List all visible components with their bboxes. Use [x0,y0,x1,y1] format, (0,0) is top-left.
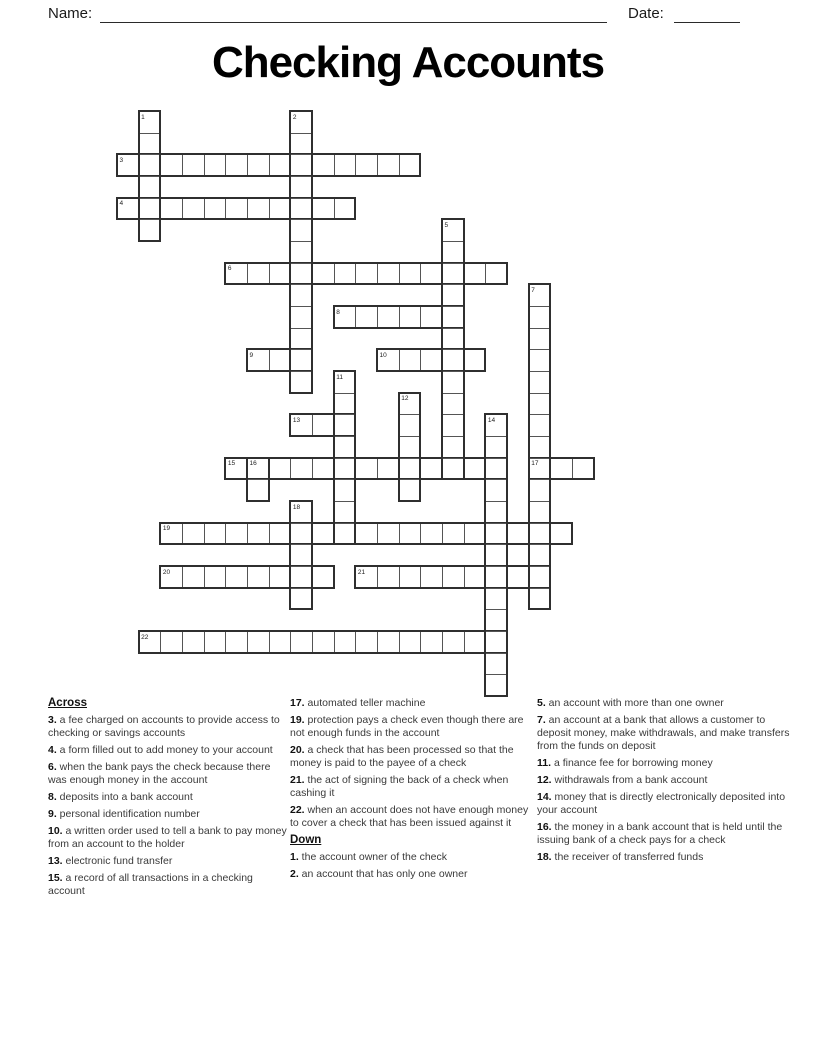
grid-cell[interactable] [312,415,334,435]
clue-number: 17. [290,697,305,709]
clue-item-down-18 [537,851,790,864]
grid-cell[interactable] [530,328,550,350]
clue-item-across-6 [48,761,288,787]
grid-cell[interactable] [291,133,311,155]
clue-item-down-1 [290,851,535,864]
grid-cell[interactable] [335,436,355,458]
grid-cell[interactable] [312,524,334,544]
grid-cell[interactable] [269,155,291,175]
grid-clue-number: 10 [379,351,387,359]
clue-text: the act of signing the back of a check when cashing it [290,774,509,799]
word-outline-22-across [138,630,508,654]
grid-cell[interactable] [399,632,421,652]
clue-number: 2. [290,868,299,880]
grid-cell[interactable] [291,241,311,263]
clue-number: 6. [48,761,57,773]
grid-cell[interactable] [486,544,506,566]
clue-number: 16. [537,821,552,833]
grid-cell[interactable] [486,479,506,501]
grid-cell[interactable] [399,155,421,175]
clue-number: 8. [48,791,57,803]
grid-cell[interactable] [140,154,160,176]
clue-item-across-10 [48,825,288,851]
grid-cell[interactable] [225,155,247,175]
grid-cell[interactable] [291,328,311,350]
grid-cell[interactable] [530,393,550,415]
clue-text: money that is directly electronically deposited into your account [537,791,786,816]
grid-cell[interactable] [443,458,463,480]
clue-item-across-21 [290,774,535,800]
grid-cell[interactable] [247,155,269,175]
grid-clue-number: 18 [292,503,301,511]
grid-clue-number: 2 [292,113,297,121]
grid-cell[interactable] [443,371,463,393]
clue-number: 18. [537,851,552,863]
grid-cell[interactable] [530,566,550,588]
word-outline-14-down [484,413,508,697]
grid-cell[interactable] [530,349,550,371]
grid-cell[interactable] [400,458,420,480]
grid-cell[interactable] [530,306,550,328]
clue-text: an account that has only one owner [298,868,468,880]
word-outline-18-down [289,500,313,610]
grid-clue-number: 14 [487,416,496,424]
clue-text: a written order used to tell a bank to pay money from an account to the holder [48,825,287,850]
clue-item-down-5 [537,697,790,710]
grid-cell[interactable] [291,566,311,588]
clue-number: 21. [290,774,305,786]
grid-cell[interactable] [248,479,268,501]
grid-cell[interactable] [420,567,442,587]
grid-cell[interactable] [204,524,226,544]
clue-item-across-15 [48,872,288,898]
grid-clue-number: 21 [357,568,366,576]
clue-section-header: Across [48,697,87,709]
clue-text: when the bank pays the check because there was enough money in the account [48,761,271,786]
grid-clue-number: 16 [249,460,257,468]
grid-cell[interactable] [420,459,442,479]
grid-cell[interactable] [355,459,377,479]
grid-cell[interactable] [377,632,399,652]
grid-cell[interactable] [420,307,442,327]
grid-cell[interactable] [530,436,550,458]
grid-cell[interactable] [355,155,377,175]
grid-cell[interactable] [443,436,463,458]
grid-cell[interactable] [335,523,355,545]
word-outline-1-down [138,110,162,242]
grid-cell[interactable] [486,436,506,458]
clue-item-down-2 [290,868,535,881]
grid-cell[interactable] [464,350,486,370]
clue-text: a form filled out to add money to your account [56,744,273,756]
clue-number: 9. [48,808,57,820]
clue-item-down-7 [537,714,790,753]
clue-number: 15. [48,872,63,884]
grid-clue-number: 7 [531,286,535,294]
clue-number: 11. [537,757,552,769]
grid-cell[interactable] [204,567,226,587]
clue-text: the receiver of transferred funds [551,851,704,863]
grid-cell[interactable] [399,350,421,370]
grid-cell[interactable] [225,199,247,219]
grid-cell[interactable] [312,155,334,175]
word-outline-7-down [528,283,552,610]
clue-number: 22. [290,804,305,816]
grid-cell[interactable] [140,219,160,241]
grid-cell[interactable] [400,479,420,501]
word-outline-5-down [441,218,465,480]
grid-cell[interactable] [312,567,334,587]
grid-cell[interactable] [377,567,399,587]
grid-cell[interactable] [140,133,160,155]
grid-cell[interactable] [269,199,291,219]
grid-cell[interactable] [335,414,355,436]
clue-text: withdrawals from a bank account [551,774,708,786]
grid-cell[interactable] [247,524,269,544]
grid-cell[interactable] [464,632,486,652]
clue-item-across-8 [48,791,288,804]
grid-cell[interactable] [247,632,269,652]
grid-cell[interactable] [291,198,311,220]
grid-cell[interactable] [204,199,226,219]
word-outline-11-down [333,370,357,545]
grid-cell[interactable] [377,155,399,175]
grid-cell[interactable] [335,479,355,501]
clue-number: 4. [48,744,57,756]
grid-cell[interactable] [182,155,204,175]
clue-item-across-4 [48,744,288,757]
clue-number: 7. [537,714,546,726]
clue-item-across-3 [48,714,288,740]
clue-text: automated teller machine [304,697,426,709]
grid-cell[interactable] [486,653,506,675]
grid-cell[interactable] [182,199,204,219]
grid-cell[interactable] [399,307,421,327]
clue-text: a record of all transactions in a checking account [48,872,253,897]
grid-cell[interactable] [334,155,356,175]
grid-cell[interactable] [443,414,463,436]
clue-column-1 [48,697,288,902]
word-outline-21-across [354,565,551,589]
clue-item-down-12 [537,774,790,787]
grid-cell[interactable] [464,459,486,479]
clue-text: when an account does not have enough money to cover a check that has been issued against it [290,804,529,829]
grid-cell[interactable] [247,264,269,284]
clue-text: protection pays a check even though there are not enough funds in the account [290,714,524,739]
word-outline-10-across [376,348,486,372]
grid-cell[interactable] [225,567,247,587]
grid-cell[interactable] [334,632,356,652]
grid-cell[interactable] [182,524,204,544]
grid-cell[interactable] [291,284,311,306]
grid-cell[interactable] [420,264,442,284]
grid-cell[interactable] [486,588,506,610]
word-outline-2-down [289,110,313,394]
grid-clue-number: 3 [119,156,124,164]
grid-cell[interactable] [507,567,529,587]
grid-cell[interactable] [334,264,356,284]
grid-cell[interactable] [442,567,464,587]
clue-text: electronic fund transfer [62,855,173,867]
grid-clue-number: 19 [162,525,171,533]
grid-cell[interactable] [464,264,486,284]
clue-column-3 [537,697,790,868]
grid-cell[interactable] [464,524,486,544]
grid-clue-number: 22 [141,633,149,641]
grid-cell[interactable] [291,176,311,198]
clue-number: 3. [48,714,57,726]
clue-number: 13. [48,855,63,867]
grid-cell[interactable] [485,264,507,284]
grid-cell[interactable] [420,524,442,544]
clue-text: an account with more than one owner [545,697,724,709]
clue-number: 10. [48,825,63,837]
grid-cell[interactable] [355,524,377,544]
grid-cell[interactable] [507,524,529,544]
grid-clue-number: 1 [141,113,145,121]
grid-cell[interactable] [269,459,291,479]
grid-cell[interactable] [464,567,486,587]
clue-number: 1. [290,851,299,863]
grid-cell[interactable] [291,263,311,285]
grid-cell[interactable] [312,632,334,652]
clue-text: a finance fee for borrowing money [551,757,713,769]
clue-item-down-11 [537,757,790,770]
grid-cell[interactable] [530,414,550,436]
grid-cell[interactable] [443,284,463,306]
grid-cell[interactable] [312,459,334,479]
grid-cell[interactable] [160,155,182,175]
grid-cell[interactable] [291,523,311,545]
word-outline-3-across [116,153,421,177]
clue-text: deposits into a bank account [56,791,193,803]
grid-cell[interactable] [377,264,399,284]
grid-cell[interactable] [269,567,291,587]
grid-cell[interactable] [443,263,463,285]
clue-text: a check that has been processed so that the money is paid to the payee of a check [290,744,514,769]
grid-cell[interactable] [355,632,377,652]
grid-cell[interactable] [530,371,550,393]
grid-cell[interactable] [204,632,226,652]
clue-item-down-16 [537,821,790,847]
grid-cell[interactable] [269,350,291,370]
grid-cell[interactable] [269,632,291,652]
grid-cell[interactable] [443,349,463,371]
clue-item-across-22 [290,804,535,830]
grid-cell[interactable] [335,393,355,415]
clue-column-2 [290,697,535,885]
grid-clue-number: 5 [444,221,449,229]
grid-clue-number: 13 [292,416,301,424]
grid-cell[interactable] [269,264,291,284]
grid-cell[interactable] [291,154,311,176]
grid-cell[interactable] [355,264,377,284]
grid-cell[interactable] [312,199,334,219]
grid-cell[interactable] [550,524,572,544]
clue-item-across-9 [48,808,288,821]
grid-cell[interactable] [291,544,311,566]
grid-cell[interactable] [399,264,421,284]
grid-cell[interactable] [269,524,291,544]
grid-cell[interactable] [312,264,334,284]
grid-cell[interactable] [225,632,247,652]
clue-text: personal identification number [56,808,200,820]
grid-cell[interactable] [160,632,182,652]
page-title: Checking Accounts [211,38,605,87]
grid-clue-number: 4 [119,200,124,208]
clue-text: the account owner of the check [298,851,448,863]
grid-cell[interactable] [442,524,464,544]
grid-cell[interactable] [400,414,420,436]
grid-cell[interactable] [182,632,204,652]
clue-number: 20. [290,744,305,756]
clue-text: a fee charged on accounts to provide access to checking or savings accounts [48,714,280,739]
grid-cell[interactable] [140,176,160,198]
grid-clue-number: 9 [249,351,254,359]
grid-clue-number: 17 [531,460,539,468]
grid-cell[interactable] [400,436,420,458]
grid-cell[interactable] [420,350,442,370]
grid-cell[interactable] [225,524,247,544]
grid-cell[interactable] [182,567,204,587]
clue-text: the money in a bank account that is held until the issuing bank of a check pays for a check [537,821,783,846]
grid-cell[interactable] [160,199,182,219]
grid-cell[interactable] [291,219,311,241]
grid-cell[interactable] [443,328,463,350]
grid-clue-number: 11 [336,373,343,381]
grid-cell[interactable] [486,631,506,653]
clue-item-down-14 [537,791,790,817]
grid-cell[interactable] [530,479,550,501]
grid-clue-number: 6 [227,265,232,273]
grid-cell[interactable] [377,524,399,544]
grid-cell[interactable] [530,588,550,610]
grid-cell[interactable] [399,524,421,544]
grid-cell[interactable] [442,632,464,652]
clue-number: 19. [290,714,305,726]
grid-cell[interactable] [335,458,355,480]
grid-cell[interactable] [140,198,160,220]
grid-cell[interactable] [530,501,550,523]
name-label: Name: [48,5,93,22]
grid-cell[interactable] [335,501,355,523]
grid-cell[interactable] [204,155,226,175]
grid-cell[interactable] [291,588,311,610]
grid-cell[interactable] [291,306,311,328]
grid-clue-number: 15 [227,460,236,468]
grid-cell[interactable] [530,523,550,545]
grid-cell[interactable] [486,609,506,631]
clue-item-across-19 [290,714,535,740]
grid-cell[interactable] [486,674,506,696]
grid-cell[interactable] [355,307,377,327]
clue-number: 12. [537,774,552,786]
grid-cell[interactable] [420,632,442,652]
grid-cell[interactable] [486,501,506,523]
grid-cell[interactable] [572,459,594,479]
grid-clue-number: 12 [401,395,409,403]
grid-cell[interactable] [377,307,399,327]
clue-section-header: Down [290,834,322,846]
grid-cell[interactable] [247,567,269,587]
grid-cell[interactable] [530,544,550,566]
grid-clue-number: 20 [162,568,171,576]
grid-cell[interactable] [290,632,312,652]
clue-number: 14. [537,791,552,803]
grid-cell[interactable] [443,306,463,328]
grid-cell[interactable] [247,199,269,219]
grid-cell[interactable] [443,393,463,415]
date-label: Date: [628,5,664,22]
clue-text: an account at a bank that allows a customer to deposit money, make withdrawals, and make transfers from the funds on deposit [537,714,790,752]
word-outline-12-down [398,392,422,502]
grid-cell[interactable] [290,459,312,479]
grid-cell[interactable] [486,523,506,545]
grid-cell[interactable] [399,567,421,587]
clue-item-across-13 [48,855,288,868]
word-outline-19-across [159,522,573,546]
grid-cell[interactable] [291,371,311,393]
grid-cell[interactable] [291,349,311,371]
grid-cell[interactable] [334,199,356,219]
grid-clue-number: 8 [336,308,340,316]
grid-cell[interactable] [443,241,463,263]
grid-cell[interactable] [486,458,506,480]
word-outline-6-across [224,262,508,286]
clue-item-across-17 [290,697,535,710]
grid-cell[interactable] [486,566,506,588]
clue-number: 5. [537,697,546,709]
grid-cell[interactable] [377,459,399,479]
grid-cell[interactable] [550,459,572,479]
clue-item-across-20 [290,744,535,770]
